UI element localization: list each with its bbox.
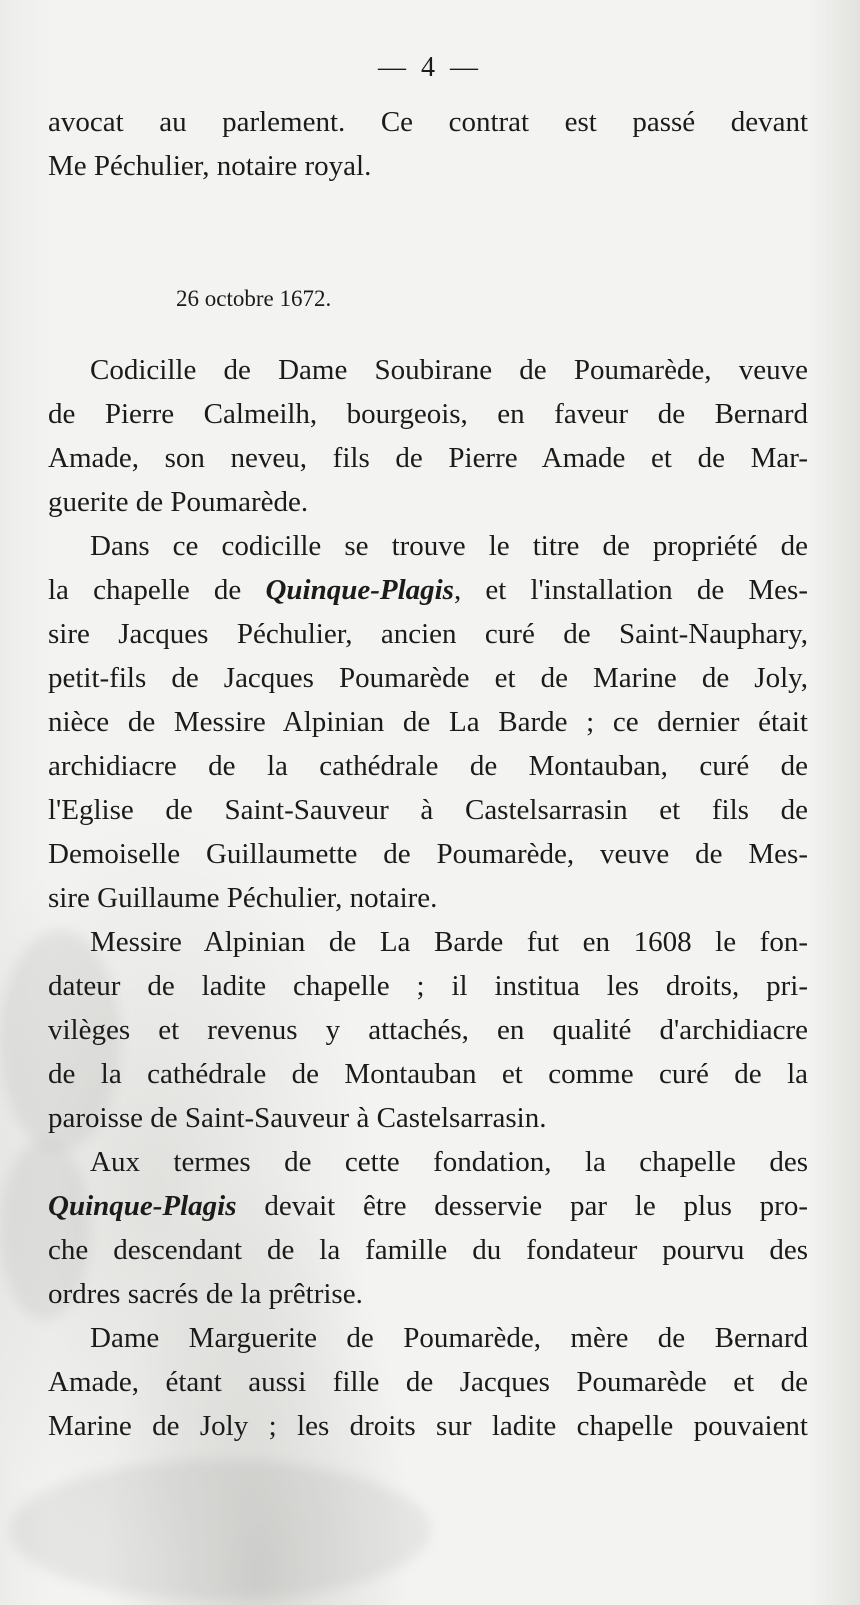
text-line-mixed [48,568,808,612]
text-line: Aux termes de cette fondation, la chapelle des [90,1146,808,1178]
text-line: Dans ce codicille se trouve le titre de propriété de [90,530,808,562]
date-heading: 26 octobre 1672. [176,286,332,311]
italic-title: Quinque-Plagis [265,574,454,606]
intro-paragraph [48,100,808,188]
text-line: petit-fils de Jacques Poumarède et de Marine de Joly, [48,662,808,694]
text-line: de la cathédrale de Montauban et comme curé de la [48,1058,808,1090]
paper-stain [10,1460,430,1600]
text-line: l'Eglise de Saint-Sauveur à Castelsarrasin et fils de [48,794,808,826]
text-line: vilèges et revenus y attachés, en qualité d'archidiacre [48,1014,808,1046]
text-line: sire Guillaume Péchulier, notaire. [48,882,438,914]
text-segment: , et l'installation de Mes- [453,574,808,606]
body-text [48,348,808,1448]
text-line: che descendant de la famille du fondateur pourvu des [48,1234,808,1266]
text-line: de Pierre Calmeilh, bourgeois, en faveur de Bernard [48,398,808,430]
text-line: Marine de Joly ; les droits sur ladite chapelle pouvaient [48,1410,808,1442]
text-line: paroisse de Saint-Sauveur à Castelsarrasin. [48,1102,547,1134]
text-line: nièce de Messire Alpinian de La Barde ; ce dernier était [48,706,808,738]
text-line: Amade, son neveu, fils de Pierre Amade et de Mar- [48,442,808,474]
text-line: Messire Alpinian de La Barde fut en 1608 le fon- [90,926,808,958]
text-line: Codicille de Dame Soubirane de Poumarède, veuve [90,354,808,386]
text-line: Me Péchulier, notaire royal. [48,150,372,182]
text-line: archidiacre de la cathédrale de Montauban, curé de [48,750,808,782]
text-line: guerite de Poumarède. [48,486,309,518]
text-segment: la chapelle de [48,574,266,606]
page-number: — 4 — [378,52,482,83]
text-line-mixed [48,1184,808,1228]
text-line: dateur de ladite chapelle ; il institua les droits, pri- [48,970,808,1002]
text-line: sire Jacques Péchulier, ancien curé de Saint-Nauphary, [48,618,808,650]
text-line: Dame Marguerite de Poumarède, mère de Bernard [90,1322,808,1354]
text-line: Amade, étant aussi fille de Jacques Poumarède et de [48,1366,808,1398]
text-line: ordres sacrés de la prêtrise. [48,1278,363,1310]
italic-title: Quinque-Plagis [48,1190,237,1222]
text-line: avocat au parlement. Ce contrat est passé devant [48,106,808,138]
text-segment: devait être desservie par le plus pro- [236,1190,808,1222]
text-line: Demoiselle Guillaumette de Poumarède, veuve de Mes- [48,838,808,870]
